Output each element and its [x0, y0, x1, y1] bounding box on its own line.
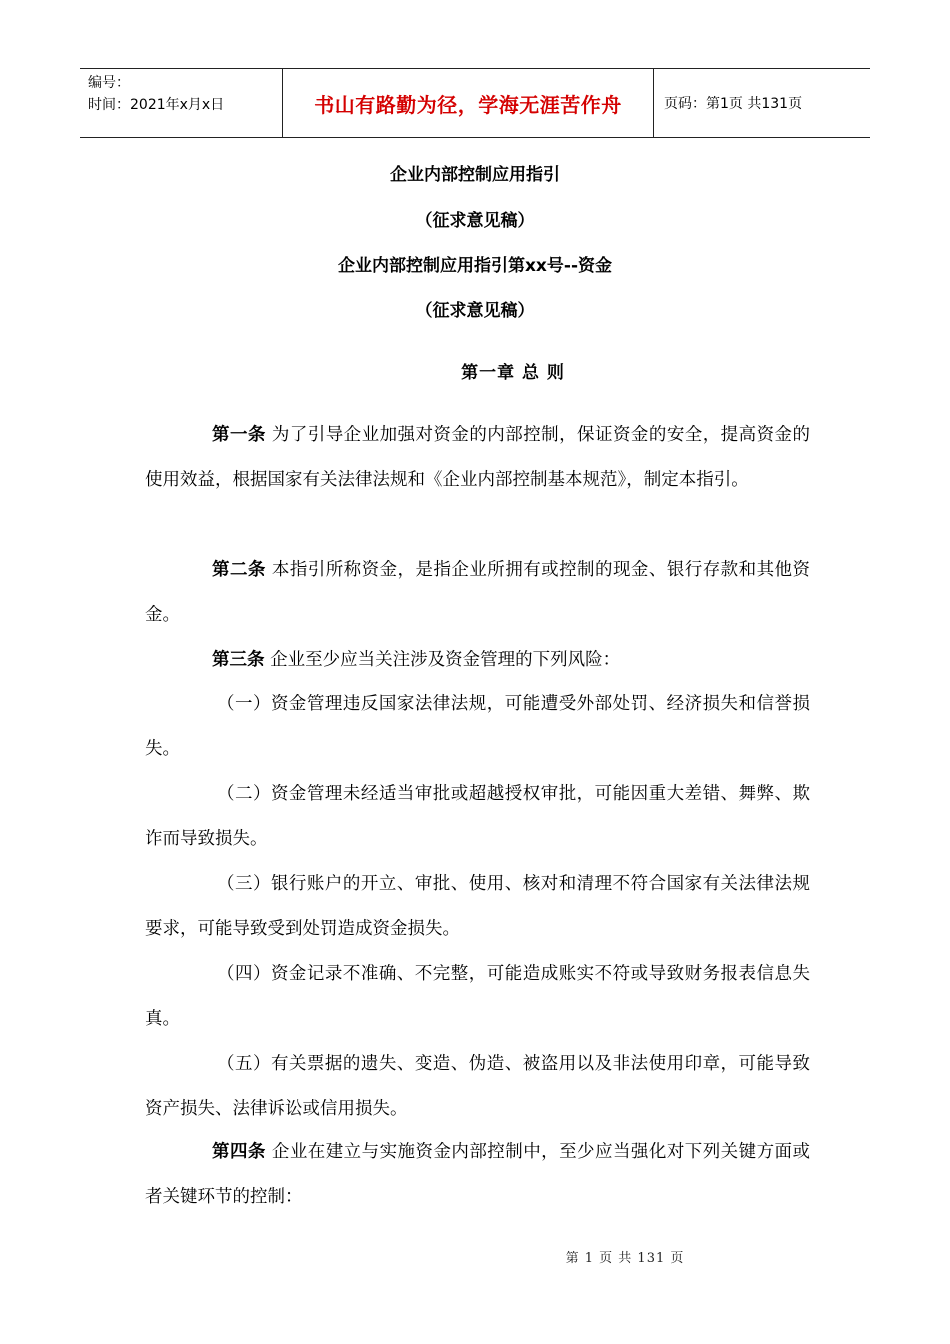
article-2: [145, 548, 810, 638]
time-label: 时间：2021年x月x日: [88, 97, 225, 113]
guideline-title: 企业内部控制应用指引第xx号--资金: [337, 256, 613, 276]
document-subtitle: （征求意见稿）: [415, 211, 535, 231]
header-meta: [80, 69, 282, 137]
article-4: [145, 1130, 810, 1220]
chapter-heading: 第一章 总 则: [461, 363, 565, 383]
article-text: 为了引导企业加强对资金的内部控制，保证资金的安全，提高资金的使用效益，根据国家有关法律法规和《企业内部控制基本规范》，制定本指引。: [145, 425, 810, 490]
number-label: 编号：: [88, 75, 130, 91]
article-text: 本指引所称资金，是指企业所拥有或控制的现金、银行存款和其他资金。: [145, 560, 810, 625]
header-motto: 书山有路勤为径，学海无涯苦作舟: [282, 69, 654, 137]
risk-item: （五）有关票据的遗失、变造、伪造、被盗用以及非法使用印章，可能导致资产损失、法律诉讼或信用损失。: [145, 1054, 810, 1119]
article-3: [145, 638, 810, 683]
article-1: [145, 413, 810, 503]
risk-item: （二）资金管理未经适当审批或超越授权审批，可能因重大差错、舞弊、欺诈而导致损失。: [145, 784, 810, 849]
article-text: 企业至少应当关注涉及资金管理的下列风险：: [270, 650, 621, 670]
risk-item: （一）资金管理违反国家法律法规，可能遭受外部处罚、经济损失和信誉损失。: [145, 694, 810, 759]
article-label: 第一条: [212, 425, 266, 445]
header-page-info: 页码：第1页 共131页: [664, 96, 803, 112]
risk-item: （三）银行账户的开立、审批、使用、核对和清理不符合国家有关法律法规要求，可能导致受到处罚造成资金损失。: [145, 874, 810, 939]
page-header: [80, 68, 870, 138]
article-label: 第二条: [212, 560, 266, 580]
article-label: 第四条: [212, 1142, 266, 1162]
article-text: 企业在建立与实施资金内部控制中，至少应当强化对下列关键方面或者关键环节的控制：: [145, 1142, 810, 1207]
guideline-subtitle: （征求意见稿）: [415, 301, 535, 321]
risk-item: （四）资金记录不准确、不完整，可能造成账实不符或导致财务报表信息失真。: [145, 964, 810, 1029]
page-footer: 第 1 页 共 131 页: [565, 1251, 685, 1266]
article-label: 第三条: [212, 650, 265, 670]
document-title: 企业内部控制应用指引: [390, 165, 560, 185]
